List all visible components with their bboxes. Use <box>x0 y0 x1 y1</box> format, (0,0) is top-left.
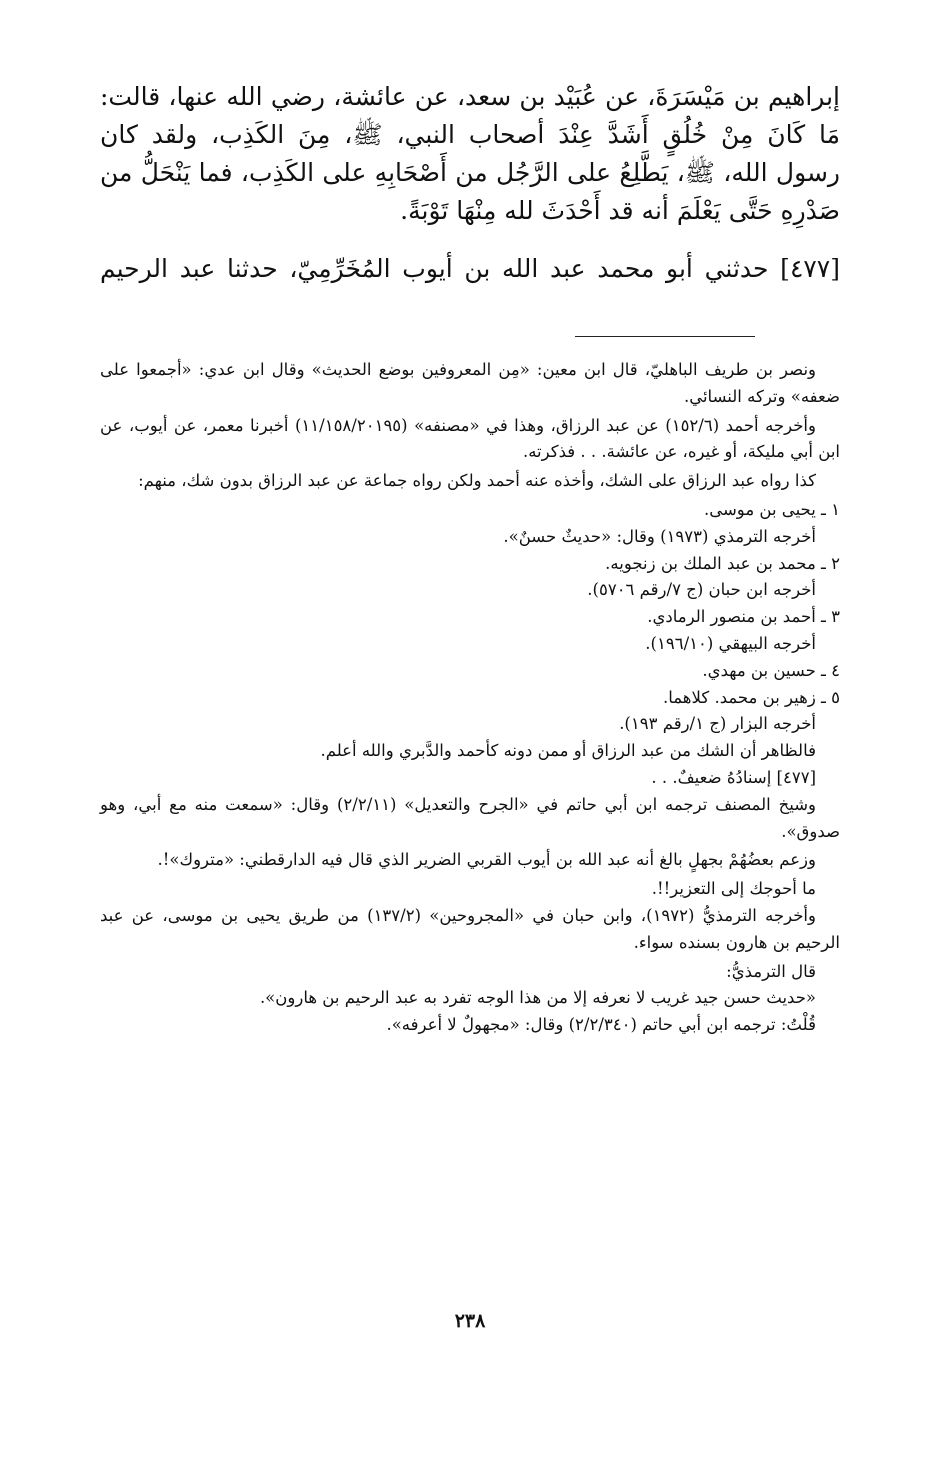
footnote-source-line: أخرجه ابن حبان (ج ٧/رقم ٥٧٠٦). <box>587 580 816 600</box>
main-text-paragraph: إبراهيم بن مَيْسَرَةَ، عن عُبَيْد بن سعد، عن عائشة، رضي الله عنها، قالت: مَا كَانَ مِنْ خُلُقٍ أَشَدَّ عِنْدَ أصحاب النبي، ﷺ، مِنَ الكَذِب، ولقد كان رسول الله، ﷺ، يَطَّلِعُ على الرَّجُل من أَصْحَابِهِ على الكَذِب، فما يَنْحَلُّ من صَدْرِهِ حَتَّى يَعْلَمَ أنه قد أَحْدَثَ لله مِنْهَا تَوْبَةً. <box>100 82 840 225</box>
footnote-source-line: أخرجه البيهقي (١٩٦/١٠). <box>645 633 816 653</box>
page-number: ٢٣٨ <box>454 1310 486 1332</box>
footnote-list-item: ٢ ـ محمد بن عبد الملك بن زنجويه. <box>605 553 840 573</box>
document-page <box>100 78 840 1378</box>
footnote-source-line: أخرجه الترمذي (١٩٧٣) وقال: «حديثٌ حسنٌ». <box>503 526 816 546</box>
footnote-list-item: ٣ ـ أحمد بن منصور الرمادي. <box>647 607 840 627</box>
footnote-paragraph: وأخرجه أحمد (١٥٢/٦) عن عبد الرزاق، وهذا في «مصنفه» (١١/١٥٨/٢٠١٩٥) أخبرنا معمر، عن أيوب، عن ابن أبي مليكة، أو غيره، عن عائشة. . . فذكرته. <box>100 415 840 462</box>
footnote-paragraph: وشيخ المصنف ترجمه ابن أبي حاتم في «الجرح والتعديل» (٢/٢/١١) وقال: «سمعت منه مع أبي، وهو صدوق». <box>100 794 840 841</box>
footnote-quote-intro: قال الترمذيُّ: <box>726 961 816 981</box>
hadith-header: [٤٧٧] حدثني أبو محمد عبد الله بن أيوب المُخَرِّمِيّ، حدثنا عبد الرحيم <box>100 254 840 283</box>
footnote-remark-line: ما أحوجك إلى التعزير!!. <box>651 879 816 899</box>
footnote-paragraph: وزعم بعضُهُمْ بجهلٍ بالغ أنه عبد الله بن أيوب القربي الضرير الذي قال فيه الدارقطني: «متروك»!. <box>157 850 816 870</box>
footnote-remark-line: قُلْتُ: ترجمه ابن أبي حاتم (٢/٢/٣٤٠) وقال: «مجهولٌ لا أعرفه». <box>386 1015 816 1035</box>
footnote-divider <box>575 336 755 337</box>
footnote-conclusion-line: فالظاهر أن الشك من عبد الرزاق أو ممن دونه كأحمد والدَّبري والله أعلم. <box>320 741 816 761</box>
footnote-list-item: ٤ ـ حسين بن مهدي. <box>702 660 840 680</box>
footnotes-section <box>100 357 840 1039</box>
footnote-list-item: ٥ ـ زهير بن محمد. كلاهما. <box>663 687 840 707</box>
footnote-list-item: ١ ـ يحيى بن موسى. <box>703 499 840 519</box>
footnote-paragraph: وأخرجه الترمذيُّ (١٩٧٢)، وابن حبان في «المجروحين» (١٣٧/٢) من طريق يحيى بن موسى، عن عبد الرحيم بن هارون بسنده سواء. <box>100 905 840 952</box>
footnote-paragraph: كذا رواه عبد الرزاق على الشك، وأخذه عنه أحمد ولكن رواه جماعة عن عبد الرزاق بدون شك، منهم: <box>138 471 816 491</box>
footnote-hadith-grade: [٤٧٧] إسنادُهُ ضعيفٌ. . . <box>651 767 816 787</box>
footnote-quote: «حديث حسن جيد غريب لا نعرفه إلا من هذا الوجه تفرد به عبد الرحيم بن هارون». <box>259 988 816 1008</box>
footnote-source-line: أخرجه البزار (ج ١/رقم ١٩٣). <box>619 714 816 734</box>
footnote-paragraph: ونصر بن طريف الباهليّ، قال ابن معين: «مِن المعروفين بوضع الحديث» وقال ابن عدي: «أجمعوا على ضعفه» وتركه النسائي. <box>100 360 840 406</box>
